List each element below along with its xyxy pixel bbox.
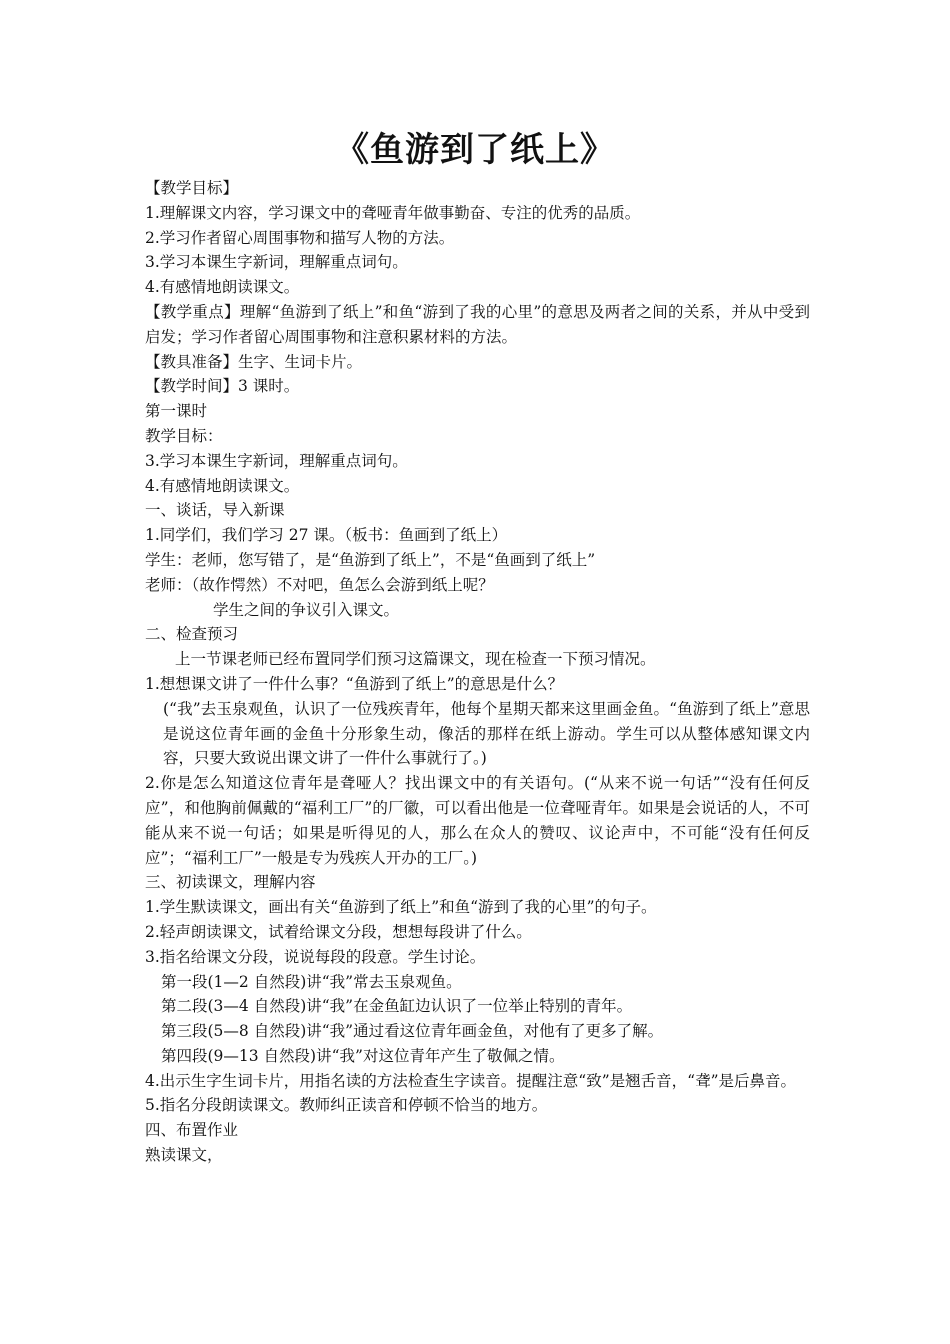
paragraph: 1.想想课文讲了一件什么事？“鱼游到了纸上”的意思是什么？: [145, 674, 564, 693]
paragraph: 【教学重点】理解“鱼游到了纸上”和鱼“游到了我的心里”的意思及两者之间的关系，并从中受到启发；学习作者留心周围事物和注意积累材料的方法。: [145, 302, 810, 346]
section-heading: 一、谈话，导入新课: [145, 501, 285, 520]
paragraph: 第三段(5—8 自然段)讲“我”通过看这位青年画金鱼，对他有了更多了解。: [161, 1022, 664, 1041]
paragraph: 老师：（故作愕然）不对吧，鱼怎么会游到纸上呢？: [145, 575, 494, 594]
paragraph: (“我”去玉泉观鱼，认识了一位残疾青年，他每个星期天都来这里画金鱼。“鱼游到了纸上”意思是说这位青年画的金鱼十分形象生动，像活的那样在纸上游动。学生可以从整体感知课文内容，只要大致说出课文讲了一件什么事就行了。): [163, 699, 810, 768]
paragraph: 学生之间的争议引入课文。: [213, 600, 400, 619]
paragraph: 4.有感情地朗读课文。: [145, 476, 300, 495]
paragraph: 第四段(9—13 自然段)讲“我”对这位青年产生了敬佩之情。: [161, 1046, 565, 1065]
paragraph: 2.学习作者留心周围事物和描写人物的方法。: [145, 228, 455, 247]
section-heading: 三、初读课文，理解内容: [145, 873, 316, 892]
paragraph: 【教具准备】生字、生词卡片。: [145, 352, 363, 371]
paragraph: 3.学习本课生字新词，理解重点词句。: [145, 253, 408, 272]
section-heading: 四、布置作业: [145, 1121, 239, 1140]
paragraph: 4.出示生字生词卡片，用指名读的方法检查生字读音。提醒注意“致”是翘舌音，“聋”是后鼻音。: [145, 1071, 796, 1090]
paragraph: 上一节课老师已经布置同学们预习这篇课文，现在检查一下预习情况。: [175, 650, 656, 669]
section-heading: 二、检查预习: [145, 625, 239, 644]
paragraph: 1.同学们，我们学习 27 课。（板书：鱼画到了纸上）: [145, 526, 508, 545]
section-heading: 【教学目标】: [145, 179, 239, 197]
paragraph: 第二段(3—4 自然段)讲“我”在金鱼缸边认识了一位举止特别的青年。: [161, 997, 633, 1016]
paragraph: 学生：老师，您写错了，是“鱼游到了纸上”，不是“鱼画到了纸上”: [145, 550, 596, 569]
paragraph: 【教学时间】3 课时。: [145, 377, 300, 396]
section-heading: 第一课时: [145, 402, 208, 421]
paragraph: 教学目标：: [145, 426, 223, 445]
document-title: 《鱼游到了纸上》: [335, 130, 615, 170]
paragraph: 3.指名给课文分段，说说每段的段意。学生讨论。: [145, 947, 486, 966]
paragraph: 4.有感情地朗读课文。: [145, 278, 300, 297]
paragraph: 2.你是怎么知道这位青年是聋哑人？找出课文中的有关语句。(“从来不说一句话”“没有任何反应”，和他胸前佩戴的“福利工厂”的厂徽，可以看出他是一位聋哑青年。如果是会说话的人，不可能从来不说一句话；如果是听得见的人，那么在众人的赞叹、议论声中，不可能“没有任何反应”；“福利工厂”一般是专为残疾人开办的工厂。): [145, 774, 810, 867]
paragraph: 第一段(1—2 自然段)讲“我”常去玉泉观鱼。: [161, 972, 462, 991]
paragraph: 1.学生默读课文，画出有关“鱼游到了纸上”和鱼“游到了我的心里”的句子。: [145, 898, 657, 917]
paragraph: 熟读课文，: [145, 1146, 223, 1165]
paragraph: 1.理解课文内容，学习课文中的聋哑青年做事勤奋、专注的优秀的品质。: [145, 203, 641, 222]
document-body: [145, 176, 810, 1168]
paragraph: 5.指名分段朗读课文。教师纠正读音和停顿不恰当的地方。: [145, 1096, 548, 1115]
paragraph: 2.轻声朗读课文，试着给课文分段，想想每段讲了什么。: [145, 922, 532, 941]
paragraph: 3.学习本课生字新词，理解重点词句。: [145, 451, 408, 470]
